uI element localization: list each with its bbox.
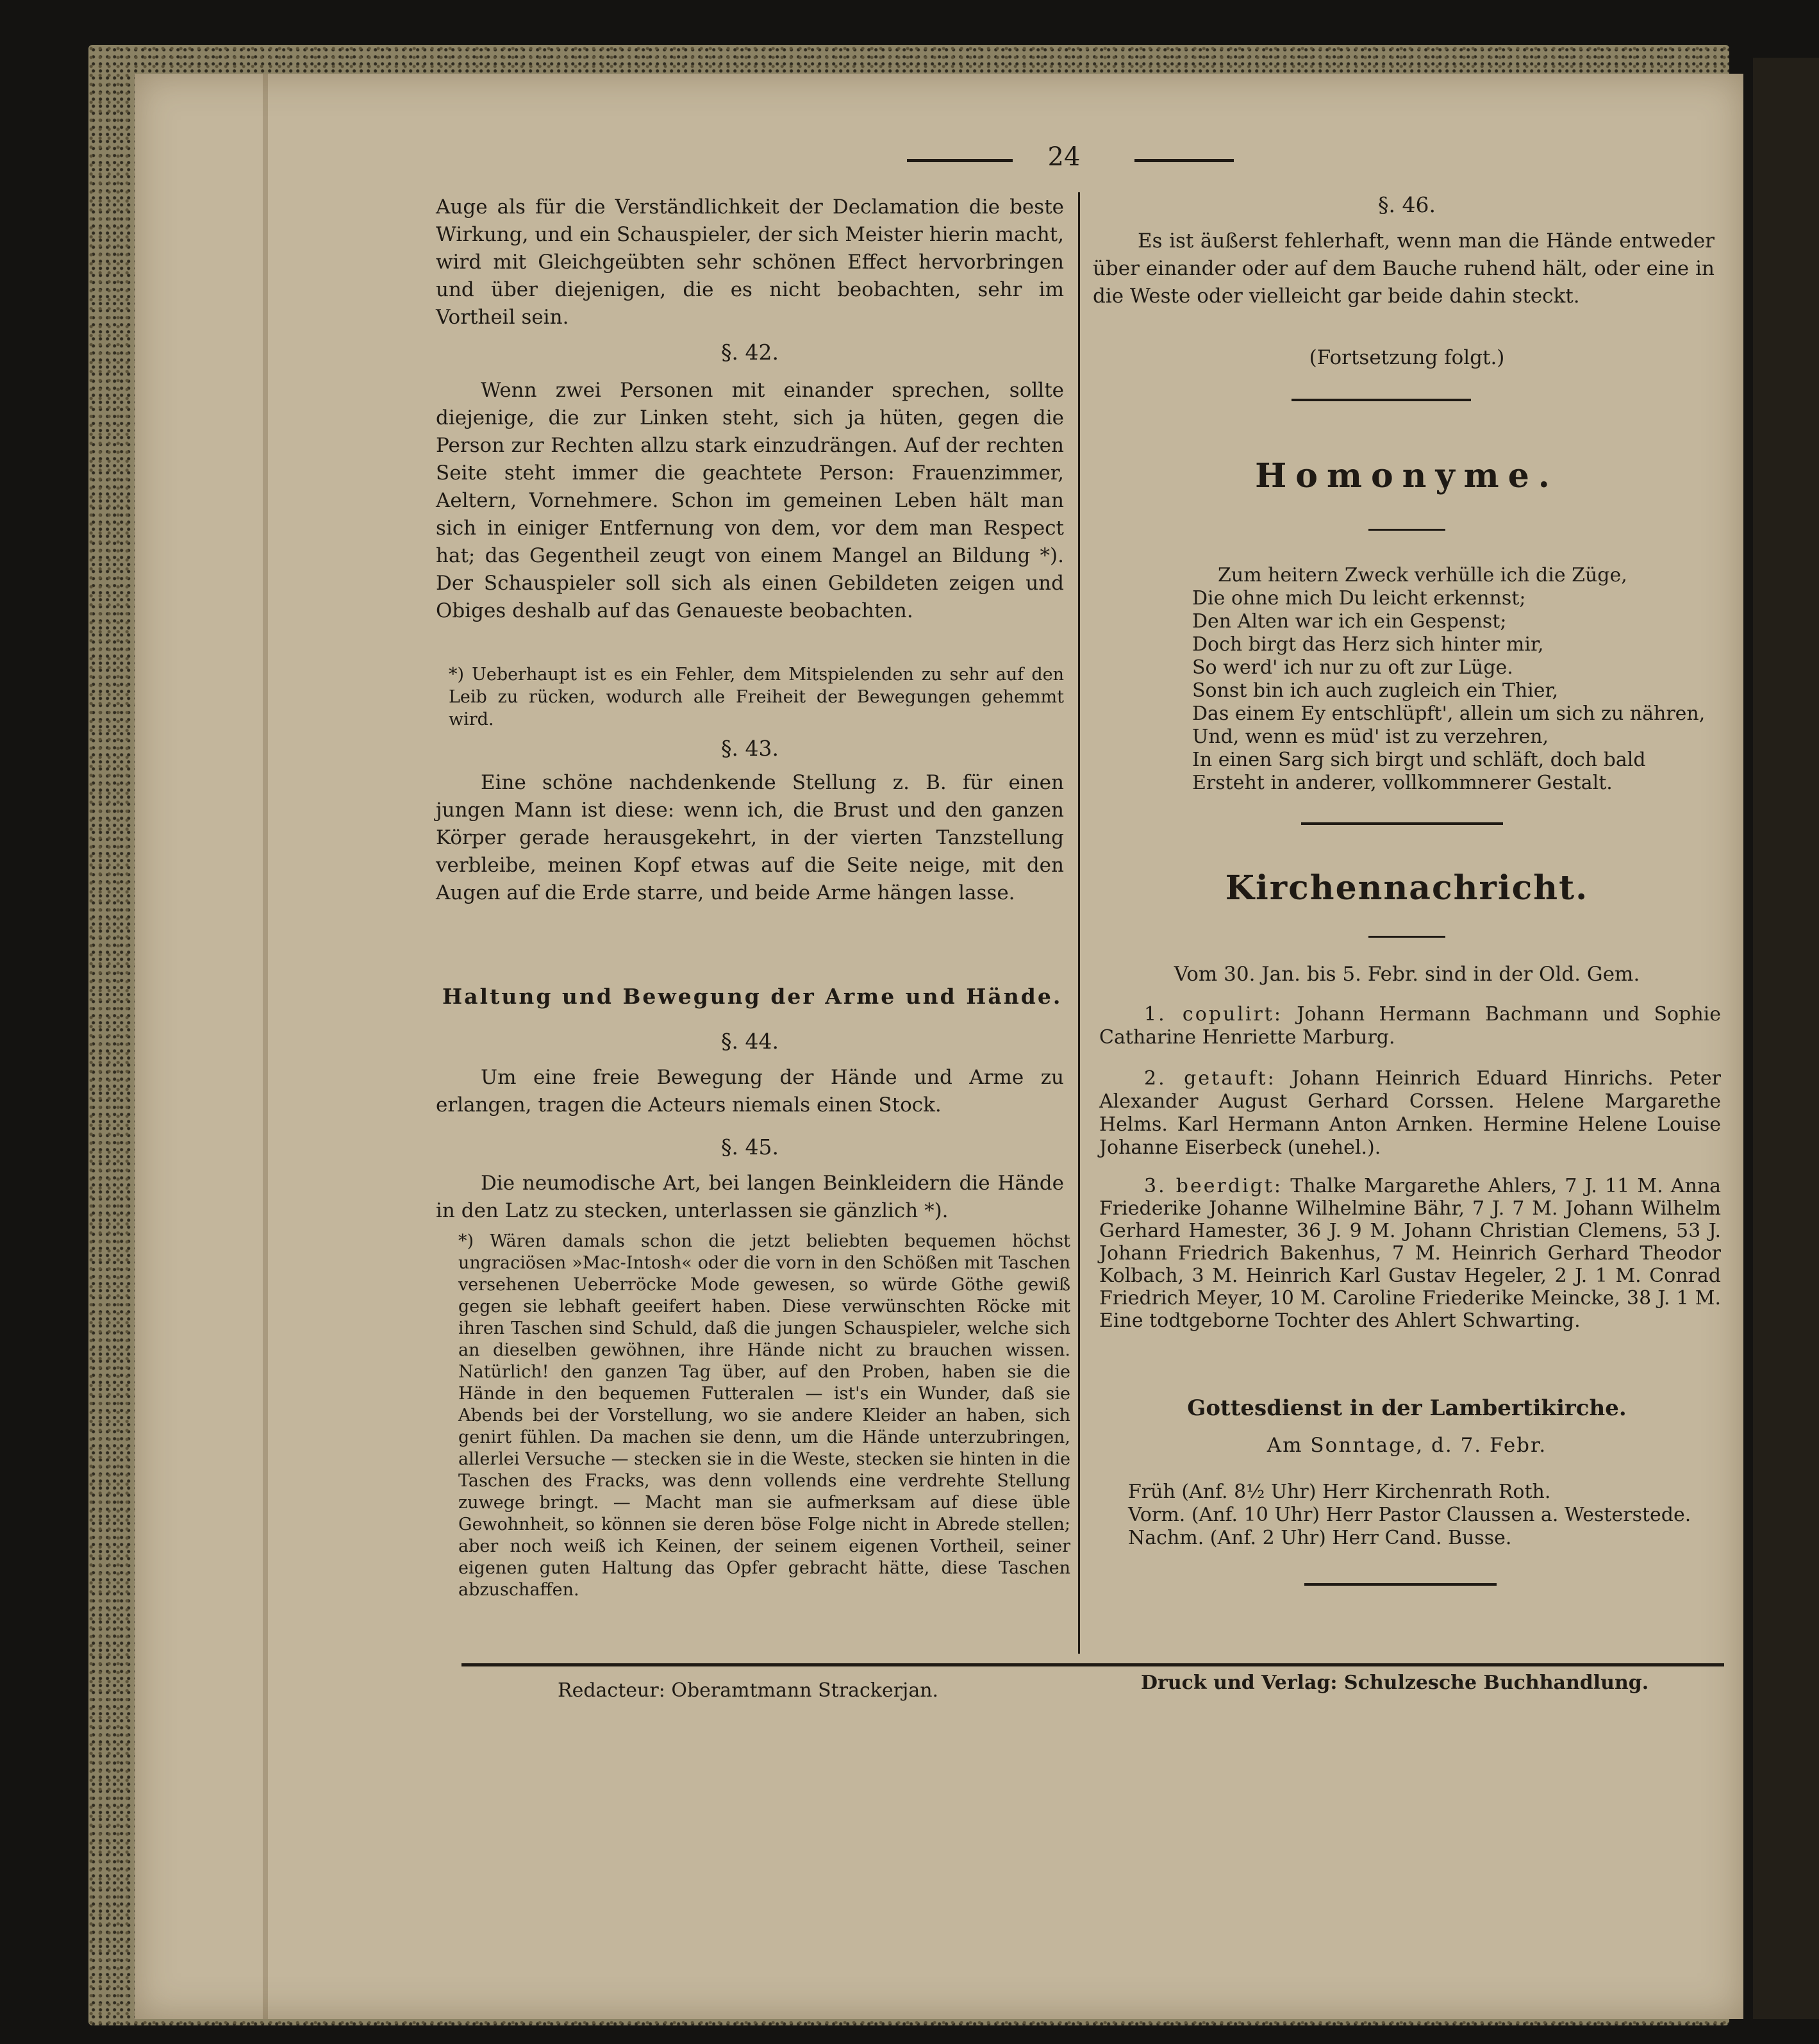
column-divider <box>1078 192 1080 1654</box>
poem-line: Die ohne mich Du leicht erkennst; <box>1192 587 1526 610</box>
kirchen-item-1 <box>1099 1003 1721 1049</box>
footer-publisher: Druck und Verlag: Schulzesche Buchhandlung. <box>1141 1672 1649 1694</box>
arms-hands-heading: Haltung und Bewegung der Arme und Hände. <box>442 984 1063 1009</box>
section-46: §. 46. <box>1378 192 1436 217</box>
kirchen-label-3: 3. beerdigt: <box>1144 1175 1283 1197</box>
section-44-text: Um eine freie Bewegung der Hände und Arme zu erlangen, tragen die Acteurs niemals einen Stock. <box>436 1066 1064 1117</box>
footnote-45: *) Wären damals schon die jetzt beliebten bequemen höchst ungraciösen »Mac-Intosh« oder die vorn in den Schößen mit Taschen versehenen Ueberröcke Mode gewesen, so würde Göthe gewiß gegen sie lebhaft geeifert haben. Diese verwünschten Röcke mit ihren Taschen sind Schuld, daß die jungen Schauspieler, welche sich an dieselben gewöhnen, ihre Hände nicht zu brauchen wissen. Natürlich! den ganzen Tag über, auf den Proben, haben sie die Hände in den bequemen Futteralen — ist's ein Wunder, daß sie Abends bei der Vorstellung, wo sie andere Kleider an haben, sich genirt fühlen. Da machen sie denn, um die Hände unterzubringen, allerlei Versuche — stecken sie in die Weste, stecken sie hinten in die Taschen des Fracks, was denn vollends eine verdrehte Stellung zuwege bringt. — Macht man sie aufmerksam auf diese üble Gewohnheit, so können sie deren böse Folge nicht in Abrede stellen; aber noch weiß ich Keinen, der seinem eigenen Vortheil, seiner eigenen guten Haltung das Opfer gebracht hätte, diese Taschen abzuschaffen. <box>458 1231 1070 1600</box>
gottesdienst-title: Gottesdienst in der Lambertikirche. <box>1187 1395 1627 1421</box>
divider-3 <box>1301 822 1503 825</box>
section-46-text: Es ist äußerst fehlerhaft, wenn man die Hände entweder über einander oder auf dem Bauche ruhend hält, oder eine in die Weste oder vielleicht gar beide dahin steckt. <box>1093 229 1715 308</box>
service-list <box>1128 1481 1724 1550</box>
poem-line: Sonst bin ich auch zugleich ein Thier, <box>1192 679 1559 702</box>
page-fold <box>263 74 268 2019</box>
homonyme-poem <box>1192 564 1718 795</box>
continuation-note: (Fortsetzung folgt.) <box>1309 346 1505 369</box>
poem-line: So werd' ich nur zu oft zur Lüge. <box>1192 656 1513 679</box>
header-rule-left <box>907 159 1013 162</box>
poem-line: In einen Sarg sich birgt und schläft, doch bald <box>1192 749 1646 771</box>
poem-line: Den Alten war ich ein Gespenst; <box>1192 610 1507 633</box>
kirchen-text-2: Johann Heinrich Eduard Hinrichs. Peter Alexander August Gerhard Corssen. Helene Margarethe Helms. Karl Hermann Anton Arnken. Hermine Helene Louise Johanne Eiserbeck (unehel.). <box>1099 1067 1721 1159</box>
kirchen-intro: Vom 30. Jan. bis 5. Febr. sind in der Old. Gem. <box>1174 963 1640 986</box>
service-item: Vorm. (Anf. 10 Uhr) Herr Pastor Claussen a. Westerstede. <box>1128 1504 1691 1526</box>
homonyme-title: Homonyme. <box>1255 456 1559 495</box>
divider-5 <box>1304 1583 1497 1586</box>
poem-line: Doch birgt das Herz sich hinter mir, <box>1192 633 1544 656</box>
header-rule-right <box>1134 159 1234 162</box>
section-43: §. 43. <box>721 736 779 761</box>
kirchen-item-3 <box>1099 1175 1721 1332</box>
divider-2 <box>1368 529 1445 531</box>
footnote-42: *) Ueberhaupt ist es ein Fehler, dem Mitspielenden zu sehr auf den Leib zu rücken, wodurch alle Freiheit der Bewegungen gehemmt wird. <box>449 665 1064 729</box>
kirchen-label-2: 2. getauft: <box>1144 1067 1276 1090</box>
kirchen-text-3: Thalke Margarethe Ahlers, 7 J. 11 M. Anna Friederike Johanne Wilhelmine Bähr, 7 J. 7 M. Johann Wilhelm Gerhard Hamester, 36 J. 9 M. Johann Christian Clemens, 53 J. Johann Friedrich Bakenhus, 7 M. Heinrich Gerhard Theodor Kolbach, 3 M. Heinrich Karl Gustav Hegeler, 2 J. 1 M. Conrad Friedrich Meyer, 10 M. Caroline Friederike Meincke, 38 J. 1 M. Eine todtgeborne Tochter des Ahlert Schwarting. <box>1099 1175 1721 1332</box>
poem-line: Und, wenn es müd' ist zu verzehren, <box>1192 726 1549 748</box>
kirchen-label-1: 1. copulirt: <box>1144 1003 1283 1026</box>
section-44: §. 44. <box>721 1029 779 1054</box>
page-number: 24 <box>1047 142 1081 172</box>
section-45-text: Die neumodische Art, bei langen Beinkleidern die Hände in den Latz zu stecken, unterlassen sie gänzlich *). <box>436 1172 1064 1222</box>
poem-line: Zum heitern Zweck verhülle ich die Züge, <box>1218 564 1627 586</box>
footer-rule <box>461 1663 1724 1666</box>
facing-page-edge <box>1753 58 1819 2019</box>
kirchen-text-1: Johann Hermann Bachmann und Sophie Catharine Henriette Marburg. <box>1099 1003 1721 1049</box>
footer-editor: Redacteur: Oberamtmann Strackerjan. <box>558 1679 939 1702</box>
divider-1 <box>1292 399 1471 401</box>
poem-line: Das einem Ey entschlüpft', allein um sich zu nähren, <box>1192 702 1706 725</box>
kirchennachricht-title: Kirchennachricht. <box>1225 868 1589 908</box>
section-42: §. 42. <box>721 340 779 365</box>
gottesdienst-date: Am Sonntage, d. 7. Febr. <box>1267 1434 1547 1457</box>
service-item: Nachm. (Anf. 2 Uhr) Herr Cand. Busse. <box>1128 1527 1512 1549</box>
kirchen-item-2 <box>1099 1067 1721 1159</box>
section-42-text: Wenn zwei Personen mit einander sprechen, sollte diejenige, die zur Linken steht, sich ja hüten, gegen die Person zur Rechten allzu stark einzudrängen. Auf der rechten Seite steht immer die geachtete Person: Frauenzimmer, Aeltern, Vornehmere. Schon im gemeinen Leben hält man sich in einiger Entfernung von dem, vor dem man Respect hat; das Gegentheil zeugt von einem Mangel an Bildung *). Der Schauspieler soll sich als einen Gebildeten zeigen und Obiges deshalb auf das Genaueste beobachten. <box>436 379 1064 622</box>
divider-4 <box>1368 936 1445 938</box>
section-43-text: Eine schöne nachdenkende Stellung z. B. für einen jungen Mann ist diese: wenn ich, die Brust und den ganzen Körper gerade herausgekehrt, in der vierten Tanzstellung verbleibe, meinen Kopf etwas auf die Seite neige, mit den Augen auf die Erde starre, und beide Arme hängen lasse. <box>436 771 1064 904</box>
left-paragraph-1: Auge als für die Verständlichkeit der Declamation die beste Wirkung, und ein Schauspieler, der sich Meister hierin macht, wird mit Gleichgeübten sehr schönen Effect hervorbringen und über diejenigen, die es nicht beobachten, sehr im Vortheil sein. <box>436 195 1064 329</box>
poem-line: Ersteht in anderer, vollkommnerer Gestalt. <box>1192 772 1613 794</box>
section-45: §. 45. <box>721 1134 779 1159</box>
service-item: Früh (Anf. 8½ Uhr) Herr Kirchenrath Roth. <box>1128 1481 1551 1503</box>
